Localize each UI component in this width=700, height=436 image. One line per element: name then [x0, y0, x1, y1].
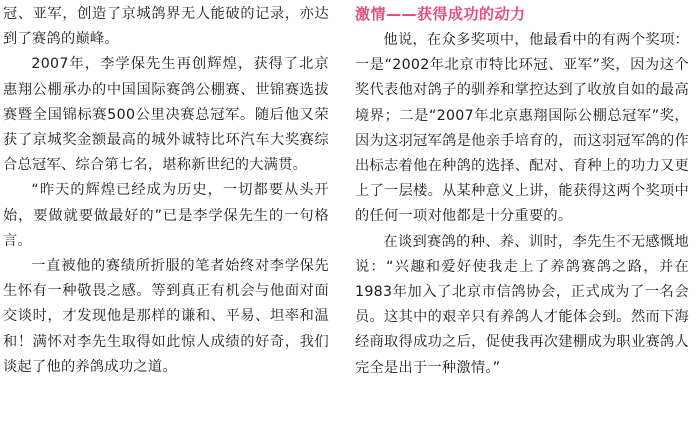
- section-heading: 激情——获得成功的动力: [355, 5, 526, 23]
- right-column: [353, 0, 695, 436]
- paragraph-passion: 在谈到赛鸽的种、养、训时，李先生不无感慨地说：“兴趣和爱好使我走上了养鸽赛鸽之路，并在1983年加入了北京市信鸽协会，正式成为了一名会员。这其中的艰辛只有养鸽人才能体会到。然而下海经商取得成功之后，促使我再次建棚成为职业赛鸽人完全是出于一种激情。”: [355, 233, 689, 376]
- paragraph-two-awards: 他说，在众多奖项中，他最看中的有两个奖项：一是“2002年北京市特比环冠、亚军”奖，因为这个奖代表他对鸽子的驯养和掌控达到了收放自如的最高境界；二是“2007年北京惠翔国际公棚总冠军”奖，因为这羽冠军鸽是他亲手培育的，而这羽冠军鸽的作出标志着他在种鸽的选择、配对、育种上的功力又更上了一层楼。从某种意义上讲，能获得这两个奖项中的任何一项对他都是十分重要的。: [355, 32, 689, 225]
- paragraph-record-continuation: 冠、亚军，创造了京城鸽界无人能破的记录，亦达到了赛鸽的巅峰。: [3, 6, 329, 48]
- paragraph-2007-achievements: 2007年，李学保先生再创辉煌，获得了北京惠翔公棚承办的中国国际赛鸽公棚赛、世锦赛选拔赛暨全国锦标赛500公里决赛总冠军。随后他又荣获了京城奖金额最高的城外诚特比环汽车大奖赛综合总冠军、综合第七名，堪称新世纪的大满贯。: [3, 56, 329, 174]
- paragraph-author-impression: 一直被他的赛绩所折服的笔者始终对李学保先生怀有一种敬畏之感。等到真正有机会与他面对面交谈时，才发现他是那样的谦和、平易、坦率和温和！满怀对李先生取得如此惊人成绩的好奇，我们谈起了他的养鸽成功之道。: [3, 258, 329, 375]
- left-column: [0, 0, 335, 436]
- paragraph-motto: “昨天的辉煌已经成为历史，一切都要从头开始，要做就要做最好的”已是李学保先生的一句格言。: [3, 182, 329, 249]
